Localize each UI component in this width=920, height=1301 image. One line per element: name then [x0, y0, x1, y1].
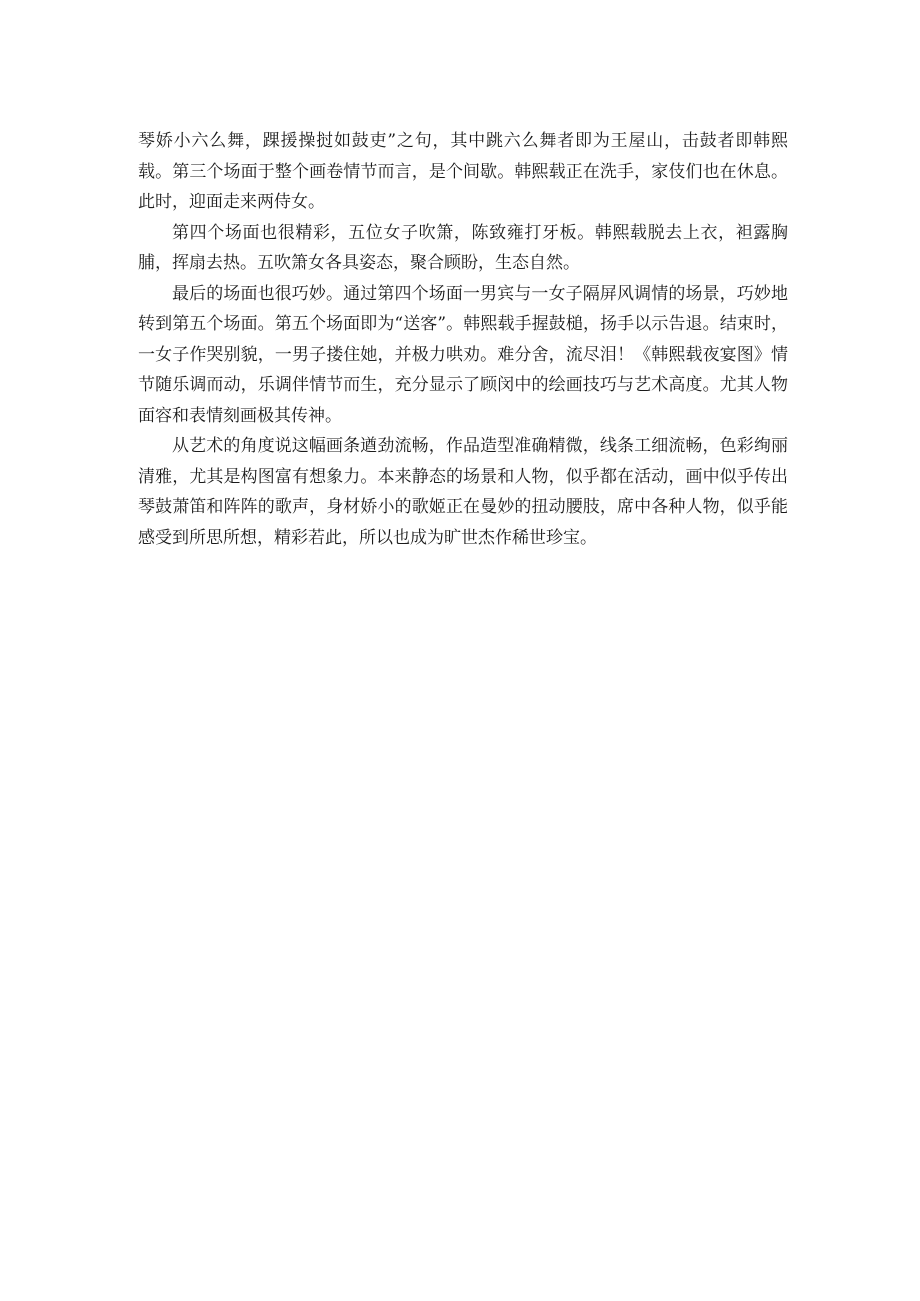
paragraph-3: 最后的场面也很巧妙。通过第四个场面一男宾与一女子隔屏风调情的场景，巧妙地转到第五个场面。第五个场面即为“送客”。韩熙载手握鼓槌，扬手以示告退。结束时，一女子作哭别貌，一男子搂住她，并极力哄劝。难分舍，流尽泪！《韩熙载夜宴图》情节随乐调而动，乐调伴情节而生，充分显示了顾闵中的绘画技巧与艺术高度。尤其人物面容和表情刻画极其传神。 — [138, 283, 788, 426]
paragraph-2: 第四个场面也很精彩，五位女子吹箫，陈致雍打牙板。韩熙载脱去上衣，袒露胸脯，挥扇去热。五吹箫女各具姿态，聚合顾盼，生态自然。 — [138, 222, 788, 273]
body-text — [138, 126, 788, 553]
paragraph-4: 从艺术的角度说这幅画条遒劲流畅，作品造型准确精微，线条工细流畅，色彩绚丽清雅，尤其是构图富有想象力。本来静态的场景和人物，似乎都在活动，画中似乎传出琴鼓萧笛和阵阵的歌声，身材娇小的歌姬正在曼妙的扭动腰肢，席中各种人物，似乎能感受到所思所想，精彩若此，所以也成为旷世杰作稀世珍宝。 — [138, 436, 788, 548]
paragraph-1: 琴娇小六么舞，踝援操挝如鼓吏”之句，其中跳六么舞者即为王屋山，击鼓者即韩熙载。第三个场面于整个画卷情节而言，是个间歇。韩熙载正在洗手，家伎们也在休息。此时，迎面走来两侍女。 — [138, 131, 788, 212]
